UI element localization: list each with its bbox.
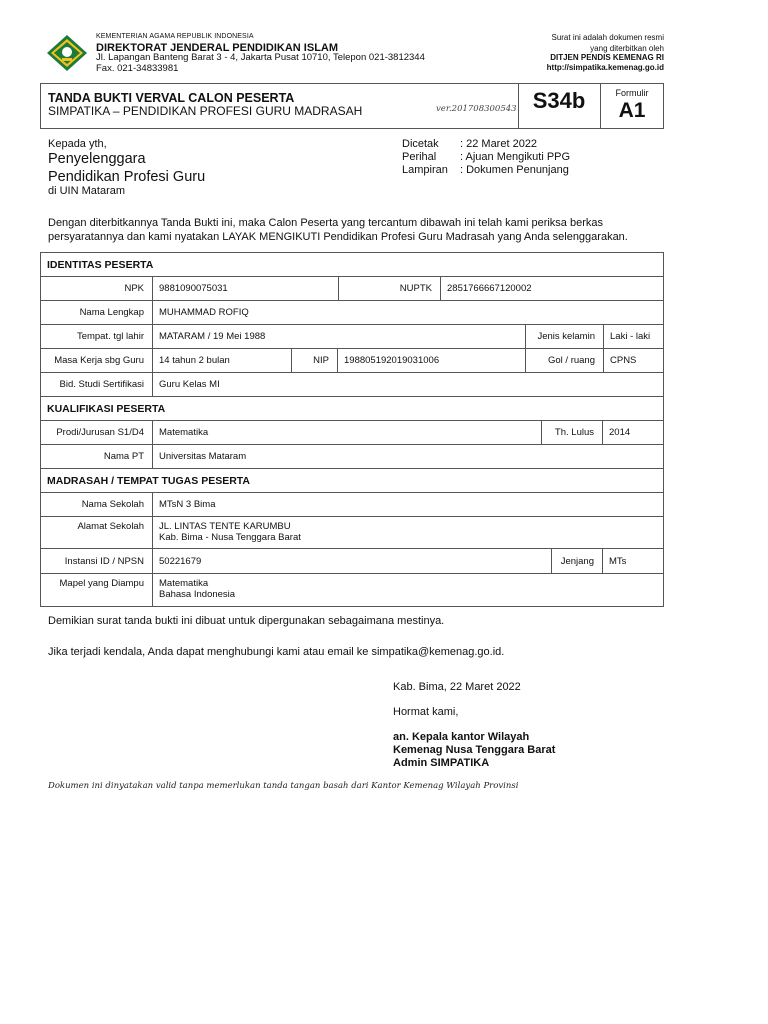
table-row [41,517,663,549]
ministry-name: KEMENTERIAN AGAMA REPUBLIK INDONESIA [96,33,254,40]
table-row [41,349,663,373]
contact-statement: Jika terjadi kendala, Anda dapat menghubungi kami atau email ke simpatika@kemenag.go.id. [48,646,505,658]
nama-label: Nama Lengkap [79,307,144,318]
mapel-label: Mapel yang Diampu [59,578,144,589]
nip-label: NIP [291,349,337,372]
section-identitas: IDENTITAS PESERTA [41,253,663,277]
form-subtitle: SIMPATIKA – PENDIDIKAN PROFESI GURU MADRASAH [48,104,363,118]
ttl-label: Tempat. tgl lahir [76,331,144,342]
table-row [41,277,663,301]
alamat-line2: Kab. Bima - Nusa Tenggara Barat [159,532,301,543]
participant-table [40,252,664,607]
salutation: Kepada yth, [48,138,107,150]
table-row [41,325,663,349]
form-code: S34b [532,88,586,113]
nama-value: MUHAMMAD ROFIQ [152,301,663,324]
table-row [41,445,663,469]
perihal-value: : Ajuan Mengikuti PPG [460,151,571,163]
bidang-studi-label: Bid. Studi Sertifikasi [59,379,144,390]
directorate-fax: Fax. 021-34833981 [96,63,179,74]
npk-label: NPK [124,283,144,294]
form-title: TANDA BUKTI VERVAL CALON PESERTA [48,91,295,105]
nama-pt-label: Nama PT [103,451,144,462]
dicetak-label: Dicetak [402,138,439,150]
mapel-line2: Bahasa Indonesia [159,589,236,600]
official-doc-note: Surat ini adalah dokumen resmi [551,33,664,42]
prodi-value: Matematika [152,421,541,444]
perihal-label: Perihal [402,151,437,163]
kemenag-logo [46,34,88,72]
section-kualifikasi: KUALIFIKASI PESERTA [41,397,663,421]
issued-by-note: yang diterbitkan oleh [590,44,664,53]
section-madrasah: MADRASAH / TEMPAT TUGAS PESERTA [41,469,663,493]
closing-statement: Demikian surat tanda bukti ini dibuat untuk dipergunakan sebagaimana mestinya. [48,615,445,627]
directorate-address: Jl. Lapangan Banteng Barat 3 - 4, Jakarta Pusat 10710, Telepon 021-3812344 [96,52,425,63]
bidang-studi-value: Guru Kelas MI [152,373,663,396]
gol-value: CPNS [603,349,663,372]
recipient-location: di UIN Mataram [48,185,126,197]
directorate-name: DIREKTORAT JENDERAL PENDIDIKAN ISLAM [96,42,339,54]
lampiran-value: : Dokumen Penunjang [460,164,569,176]
table-row [41,493,663,517]
nuptk-value: 2851766667120002 [440,277,663,300]
lampiran-label: Lampiran [402,164,448,176]
formulir-label: Formulir [615,88,649,98]
form-version: ver.201708300543 [436,104,517,114]
validity-footnote: Dokumen ini dinyatakan valid tanpa memerlukan tanda tangan basah dari Kantor Kemenag Wilayah Provinsi [48,781,519,791]
recipient-name-line2: Pendidikan Profesi Guru [48,169,206,185]
signatory-line2: Kemenag Nusa Tenggara Barat [393,744,556,756]
jk-label: Jenis kelamin [525,325,603,348]
nip-value: 198805192019031006 [337,349,525,372]
issuer-url: http://simpatika.kemenag.go.id [546,63,664,72]
table-row [41,301,663,325]
table-row [41,421,663,445]
issuer-name: DITJEN PENDIS KEMENAG RI [550,53,664,62]
masa-kerja-value: 14 tahun 2 bulan [152,349,291,372]
alamat-line1: JL. LINTAS TENTE KARUMBU [159,521,291,532]
alamat-sekolah-value [152,517,663,548]
npsn-value: 50221679 [152,549,551,573]
jenjang-label: Jenjang [551,549,602,573]
th-lulus-value: 2014 [602,421,663,444]
nama-sekolah-value: MTsN 3 Bima [152,493,663,516]
gol-label: Gol / ruang [525,349,603,372]
nama-pt-value: Universitas Mataram [152,445,663,468]
table-row [41,373,663,397]
jenjang-value: MTs [602,549,663,573]
signatory-line1: an. Kepala kantor Wilayah [393,731,530,743]
npsn-label: Instansi ID / NPSN [64,555,144,567]
jk-value: Laki - laki [603,325,663,348]
dicetak-value: : 22 Maret 2022 [460,138,538,150]
table-row [41,574,663,606]
mapel-value [152,574,663,606]
signatory-line3: Admin SIMPATIKA [393,757,490,769]
place-date: Kab. Bima, 22 Maret 2022 [393,681,521,693]
formulir-code: A1 [618,99,646,122]
mapel-line1: Matematika [159,578,209,589]
regards: Hormat kami, [393,706,459,718]
ttl-value: MATARAM / 19 Mei 1988 [152,325,525,348]
th-lulus-label: Th. Lulus [541,421,602,444]
npk-value: 9881090075031 [152,277,338,300]
nuptk-label: NUPTK [338,277,440,300]
alamat-sekolah-label: Alamat Sekolah [77,521,144,532]
masa-kerja-label: Masa Kerja sbg Guru [54,355,144,366]
intro-paragraph: Dengan diterbitkannya Tanda Bukti ini, maka Calon Peserta yang tercantum dibawah ini telah kami periksa berkas persyaratannya dan kami nyatakan LAYAK MENGIKUTI Pendidikan Profesi Guru Madrasah yang Anda selenggarakan. [48,217,628,243]
prodi-label: Prodi/Jurusan S1/D4 [56,427,144,438]
recipient-name-line1: Penyelenggara [48,151,146,167]
table-row [41,549,663,574]
nama-sekolah-label: Nama Sekolah [81,499,144,510]
